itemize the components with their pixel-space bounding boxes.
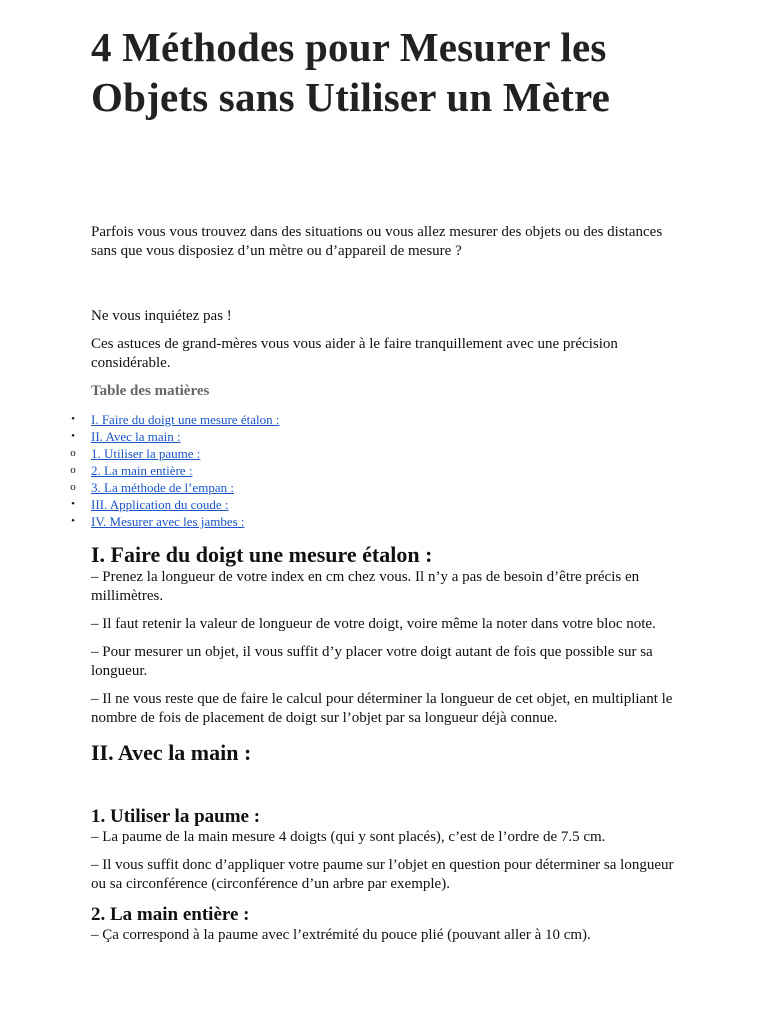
section-2-1-paragraph: – Il vous suffit donc d’appliquer votre paume sur l’objet en question pour déterminer sa longueur ou sa circonférence (circonférence d’un arbre par exemple). (91, 857, 674, 892)
bullet-icon: • (71, 430, 75, 442)
toc-link-section-4[interactable]: IV. Mesurer avec les jambes : (91, 514, 245, 529)
toc-heading: Table des matières (91, 383, 210, 399)
bullet-icon: • (71, 413, 75, 425)
toc-item (71, 428, 678, 445)
circle-bullet-icon: o (70, 481, 76, 493)
toc-link-section-2[interactable]: II. Avec la main : (91, 429, 181, 444)
bullet-icon: • (71, 498, 75, 510)
toc-item (71, 496, 678, 513)
section-2-1-heading: 1. Utiliser la paume : (91, 806, 261, 827)
toc-item (71, 513, 678, 530)
section-1-paragraph: – Il ne vous reste que de faire le calcul pour déterminer la longueur de cet objet, en multipliant le nombre de fois de placement de doigt sur l’objet par sa longueur déjà connue. (91, 691, 673, 726)
toc-link-section-3[interactable]: III. Application du coude : (91, 497, 229, 512)
circle-bullet-icon: o (70, 464, 76, 476)
reassure-paragraph: Ne vous inquiétez pas ! (91, 308, 232, 324)
table-of-contents (70, 411, 678, 530)
section-1-paragraph: – Prenez la longueur de votre index en cm chez vous. Il n’y a pas de besoin d’être précis en millimètres. (91, 569, 640, 604)
toc-link-section-2-2[interactable]: 2. La main entière : (91, 463, 193, 478)
toc-item (70, 462, 678, 479)
toc-item (71, 411, 678, 428)
circle-bullet-icon: o (70, 447, 76, 459)
section-2-2-paragraph: – Ça correspond à la paume avec l’extrémité du pouce plié (pouvant aller à 10 cm). (91, 927, 591, 943)
section-1-paragraph: – Pour mesurer un objet, il vous suffit d’y placer votre doigt autant de fois que possible sur sa longueur. (91, 644, 653, 679)
page-title: 4 Méthodes pour Mesurer les Objets sans Utiliser un Mètre (91, 24, 611, 120)
toc-link-section-2-3[interactable]: 3. La méthode de l’empan : (91, 480, 234, 495)
section-1-heading: I. Faire du doigt une mesure étalon : (91, 542, 433, 567)
section-2-2-heading: 2. La main entière : (91, 904, 250, 925)
section-2-1-paragraph: – La paume de la main mesure 4 doigts (qui y sont placés), c’est de l’ordre de 7.5 cm. (91, 829, 606, 845)
toc-link-section-2-1[interactable]: 1. Utiliser la paume : (91, 446, 201, 461)
toc-item (70, 445, 678, 462)
section-2-heading: II. Avec la main : (91, 740, 252, 765)
tricks-paragraph: Ces astuces de grand-mères vous vous aider à le faire tranquillement avec une précision considérable. (91, 336, 618, 371)
intro-paragraph: Parfois vous vous trouvez dans des situations ou vous allez mesurer des objets ou des distances sans que vous disposiez d’un mètre ou d’appareil de mesure ? (91, 224, 663, 259)
toc-link-section-1[interactable]: I. Faire du doigt une mesure étalon : (91, 412, 280, 427)
section-1-paragraph: – Il faut retenir la valeur de longueur de votre doigt, voire même la noter dans votre bloc note. (91, 616, 656, 632)
toc-item (70, 479, 678, 496)
bullet-icon: • (71, 515, 75, 527)
